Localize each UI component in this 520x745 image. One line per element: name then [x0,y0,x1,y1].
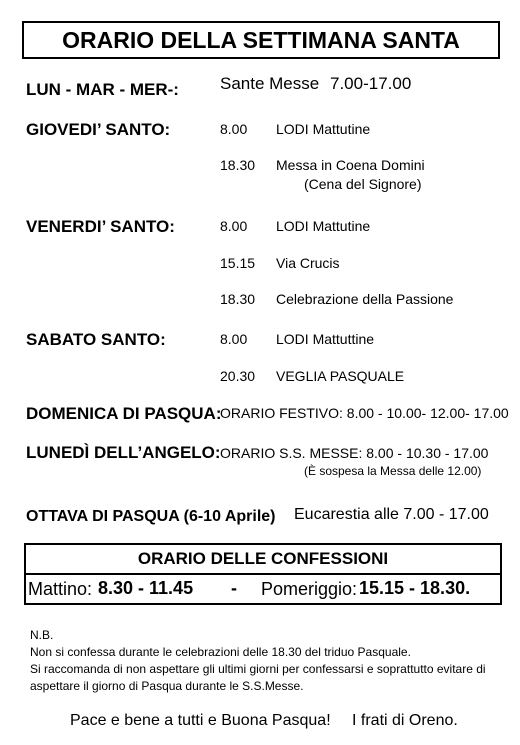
title-box [22,21,500,59]
giovedi-time-2: 18.30 [220,157,256,173]
morning-time: 8.30 - 11.45 [98,578,194,598]
venerdi-time-3: 18.30 [220,291,256,307]
venerdi-event-1: LODI Mattutine [276,218,371,234]
afternoon-time: 15.15 - 18.30. [359,578,471,598]
giovedi-event-2-sub: (Cena del Signore) [304,176,422,192]
venerdi-label: VENERDI’ SANTO: [26,217,175,236]
note-line-1: Non si confessa durante le celebrazioni delle 18.30 del triduo Pasquale. [30,645,411,659]
note-line-2: Si raccomanda di non aspettare gli ultimi giorni per confessarsi e soprattutto evitare di [30,662,486,676]
ottava-text: Eucarestia alle 7.00 - 17.00 [294,506,489,523]
domenica-text: ORARIO FESTIVO: 8.00 - 10.00- 12.00- 17.00 [220,405,509,421]
footer-greeting: Pace e bene a tutti e Buona Pasqua! [70,712,331,729]
weekdays-label: LUN - MAR - MER-: [26,80,179,99]
sabato-event-1: LODI Mattuttine [276,331,375,347]
confessions-separator: - [231,578,237,598]
giovedi-time-1: 8.00 [220,121,248,137]
note-nb: N.B. [30,628,54,642]
venerdi-event-2: Via Crucis [276,255,340,271]
sabato-time-2: 20.30 [220,368,256,384]
sabato-label: SABATO SANTO: [26,330,166,349]
footer-signature: I frati di Oreno. [352,712,458,729]
weekdays-time: 7.00-17.00 [330,74,412,93]
morning-label: Mattino: [28,579,93,599]
lunedi-sub: (È sospesa la Messa delle 12.00) [304,464,482,478]
venerdi-time-1: 8.00 [220,218,248,234]
lunedi-text: ORARIO S.S. MESSE: 8.00 - 10.30 - 17.00 [220,445,489,461]
giovedi-event-1: LODI Mattutine [276,121,371,137]
giovedi-label: GIOVEDI’ SANTO: [26,120,171,139]
afternoon-label: Pomeriggio: [261,579,358,599]
confessions-line [26,575,500,603]
page-title: ORARIO DELLA SETTIMANA SANTA [62,27,460,53]
confessions-title: ORARIO DELLE CONFESSIONI [26,545,500,575]
weekdays-text: Sante Messe [220,74,320,93]
confessions-box [24,543,502,605]
lunedi-label: LUNEDÌ DELL’ANGELO: [26,443,221,462]
sabato-time-1: 8.00 [220,331,248,347]
note-line-3: aspettare il giorno di Pasqua durante le S.S.Messe. [30,679,304,693]
ottava-label: OTTAVA DI PASQUA (6-10 Aprile) [26,508,276,525]
venerdi-time-2: 15.15 [220,255,256,271]
venerdi-event-3: Celebrazione della Passione [276,291,454,307]
domenica-label: DOMENICA DI PASQUA: [26,404,222,423]
sabato-event-2: VEGLIA PASQUALE [276,368,405,384]
giovedi-event-2: Messa in Coena Domini [276,157,425,173]
